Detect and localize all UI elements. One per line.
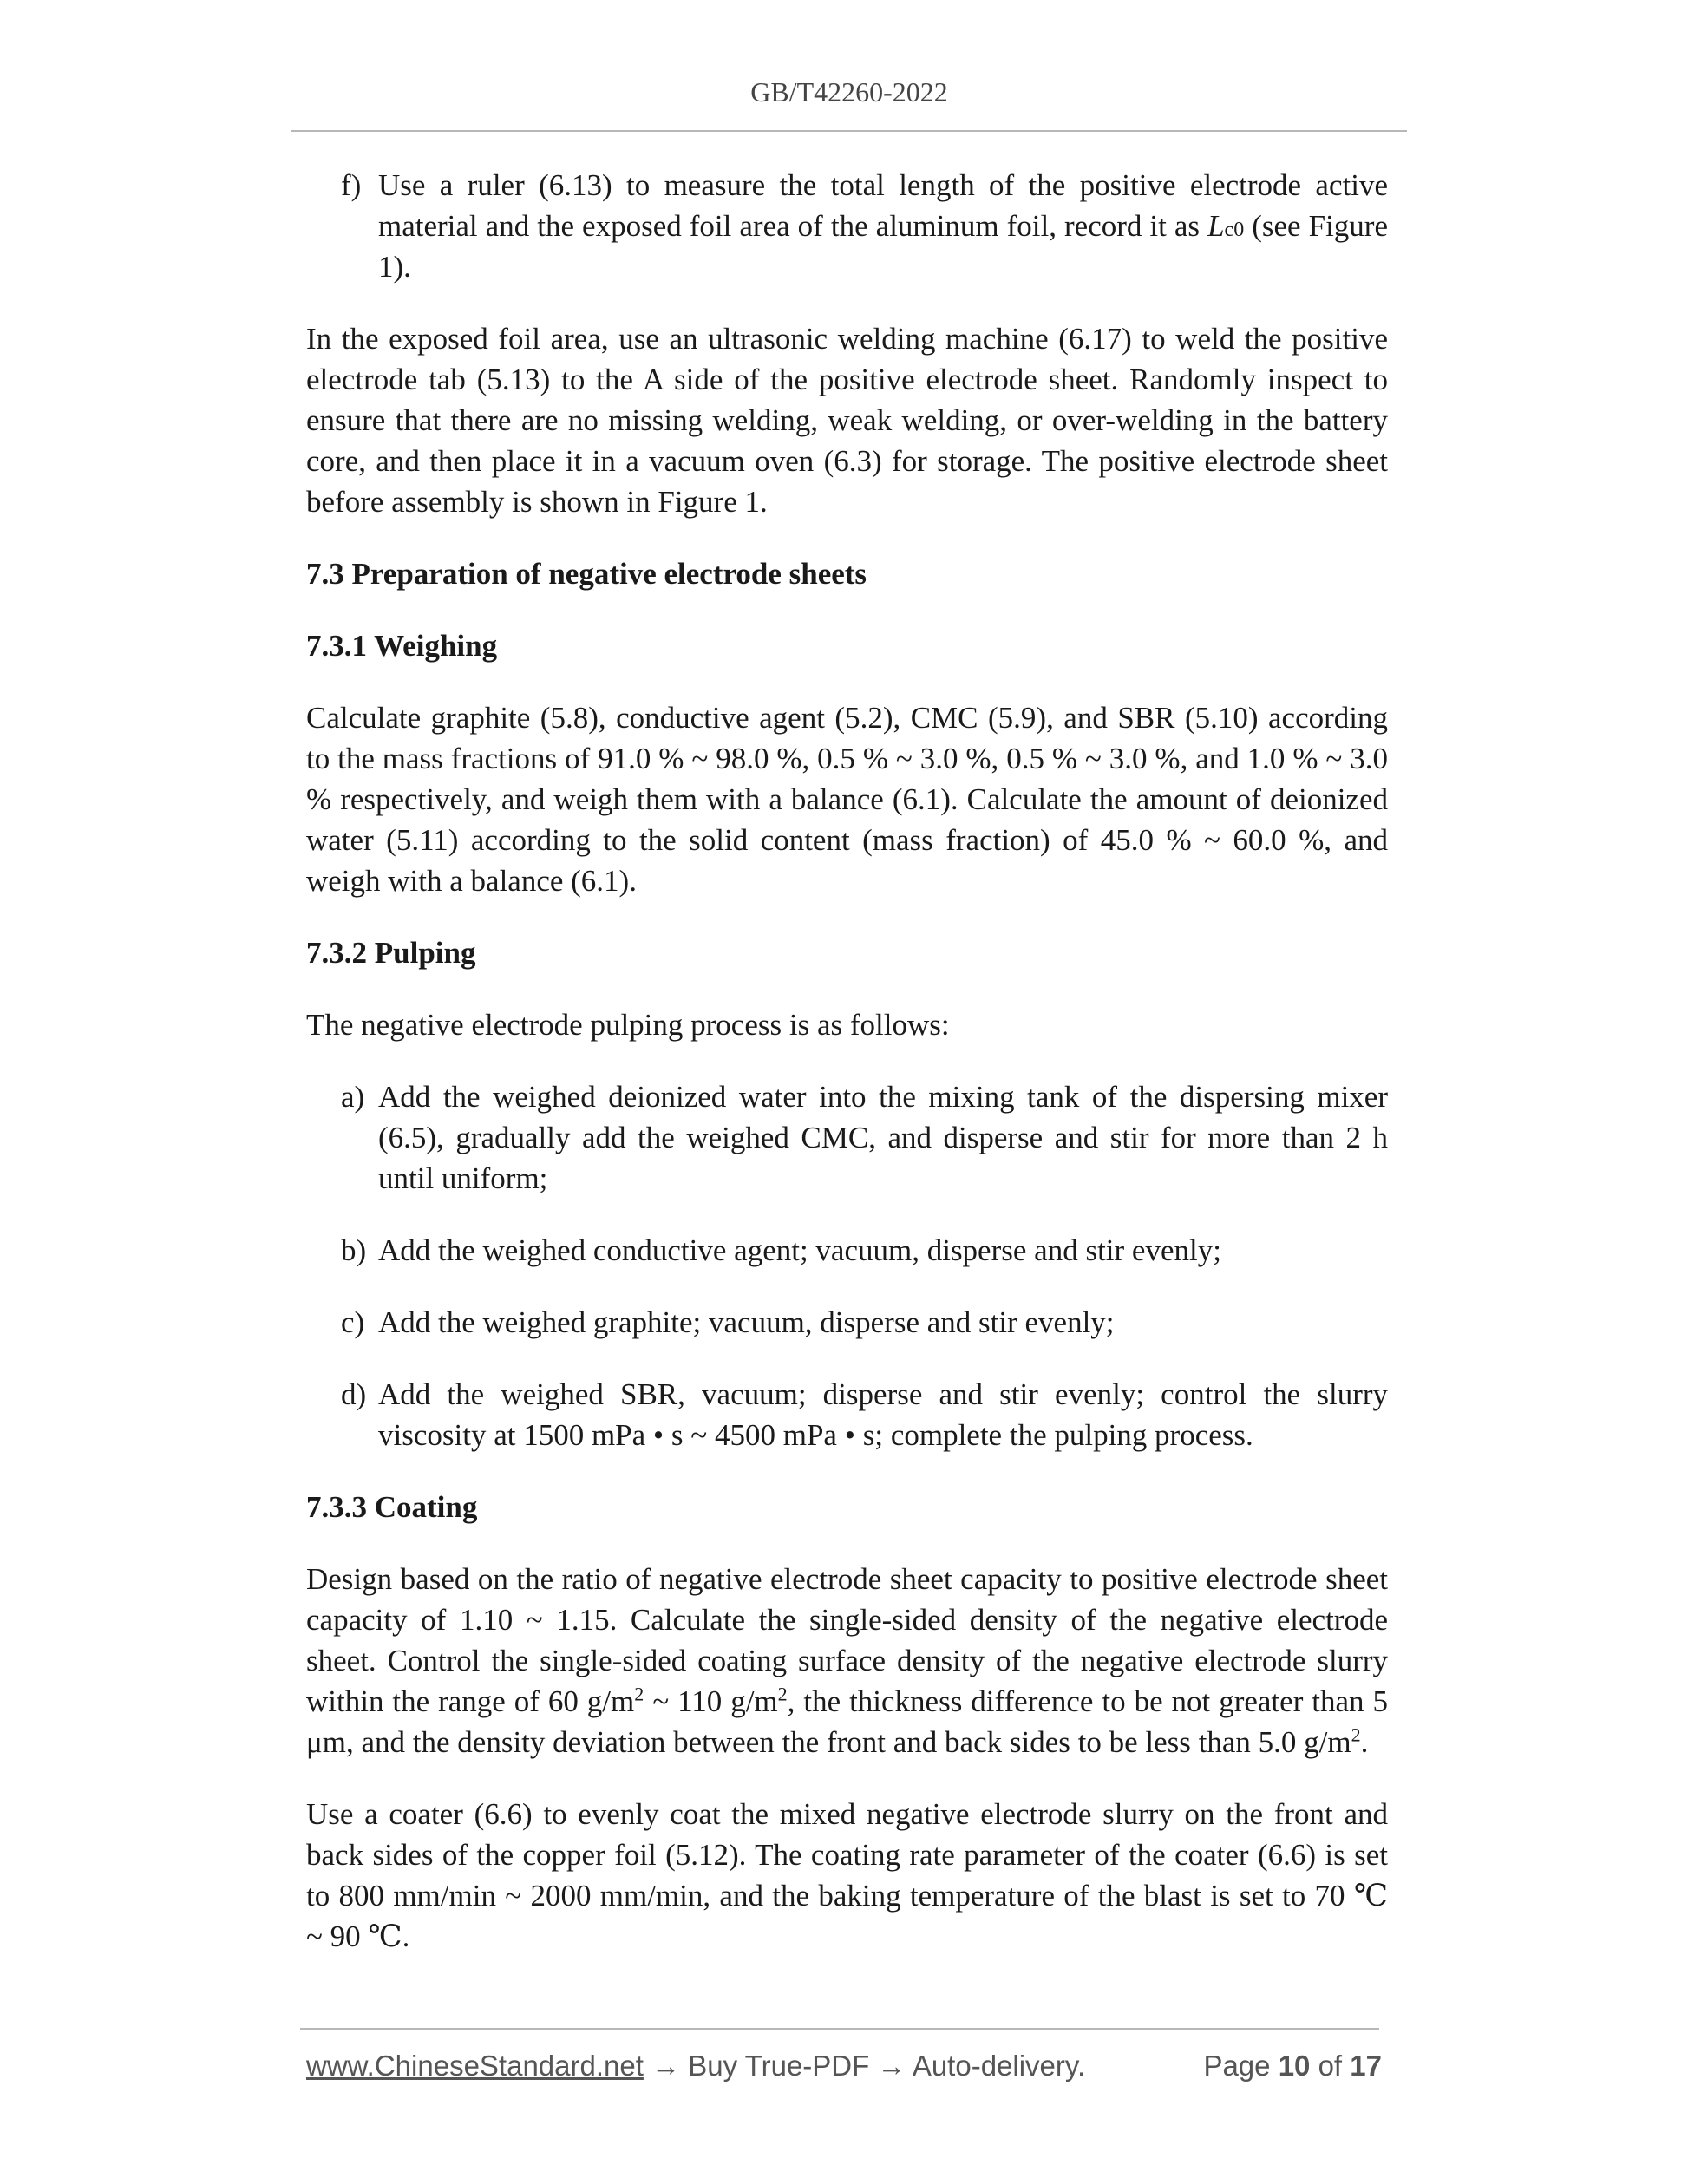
paragraph-pulping-intro: The negative electrode pulping process is as follows: [306,1008,950,1042]
list-text: Add the weighed graphite; vacuum, disperse and stir evenly; [378,1305,1115,1339]
of-word: of [1318,2050,1343,2082]
list-text [378,165,1388,287]
list-item-d [341,1374,1388,1455]
list-item-a [341,1076,1388,1199]
section-heading-7-3-3: 7.3.3 Coating [306,1490,478,1524]
list-item-b [341,1230,1388,1271]
list-label: d) [341,1377,367,1411]
list-label: a) [341,1080,365,1114]
section-heading-7-3-2: 7.3.2 Pulping [306,936,476,970]
list-text: Add the weighed deionized water into the mixing tank of the dispersing mixer (6.5), gradually add the weighed CMC, and disperse and stir for more than 2 h until uniform; [378,1080,1388,1195]
page-footer [306,2047,1382,2085]
section-heading-7-3-1: 7.3.1 Weighing [306,629,498,663]
superscript: 2 [1351,1723,1361,1746]
paragraph-welding: In the exposed foil area, use an ultrasonic welding machine (6.17) to weld the positive electrode tab (5.13) to the A side of the positive electrode sheet. Randomly inspect to ensure that there are no missing welding, weak welding, or over-welding in the battery core, and then place it in a vacuum oven (6.3) for storage. The positive electrode sheet before assembly is shown in Figure 1. [306,322,1388,519]
page-total: 17 [1350,2050,1382,2082]
list-text: Add the weighed SBR, vacuum; disperse and stir evenly; control the slurry viscosity at 1500 mPa • s ~ 4500 mPa • s; complete the pulping process. [378,1377,1388,1452]
page-word: Page [1203,2050,1271,2082]
site-link[interactable]: www.ChineseStandard.net [306,2050,644,2082]
text-run: (see Figure 1). [378,209,1388,284]
superscript: 2 [777,1683,788,1705]
list-label: c) [341,1305,365,1339]
variable-subscript: c0 [1224,219,1245,241]
list-label: f) [341,168,362,202]
list-label: b) [341,1233,367,1267]
text-run: Use a ruler (6.13) to measure the total length of the positive electrode active material and the exposed foil area of the aluminum foil, record it as [378,168,1388,243]
variable-symbol: L [1207,209,1225,243]
text-run: ~ 110 g/m [644,1684,778,1718]
promo-text: → Buy True-PDF → Auto-delivery. [643,2050,1086,2082]
superscript: 2 [634,1683,644,1705]
document-id: GB/T42260-2022 [750,76,948,108]
page-number: 10 [1278,2050,1311,2082]
text-run: , the thickness difference to be not greater than 5 μm, and the density deviation between the front and back sides to be less than 5.0 g/m [306,1684,1388,1759]
document-body [306,165,1388,1988]
paragraph-weighing: Calculate graphite (5.8), conductive agent (5.2), CMC (5.9), and SBR (5.10) according to the mass fractions of 91.0 % ~ 98.0 %, 0.5 % ~ 3.0 %, 0.5 % ~ 3.0 %, and 1.0 % ~ 3.0 % respectively, and weigh them with a balance (6.1). Calculate the amount of deionized water (5.11) according to the solid content (mass fraction) of 45.0 % ~ 60.0 %, and weigh with a balance (6.1). [306,701,1388,898]
paragraph-coater: Use a coater (6.6) to evenly coat the mixed negative electrode slurry on the front and back sides of the copper foil (5.12). The coating rate parameter of the coater (6.6) is set to 800 mm/min ~ 2000 mm/min, and the baking temperature of the blast is set to 70 ℃ ~ 90 ℃. [306,1797,1388,1953]
paragraph-coating-design [306,1559,1388,1762]
footer-divider [300,2028,1379,2030]
section-heading-7-3: 7.3 Preparation of negative electrode sheets [306,557,867,591]
text-run: . [1360,1725,1369,1759]
page-indicator [1203,2047,1382,2085]
list-text: Add the weighed conductive agent; vacuum, disperse and stir evenly; [378,1233,1221,1267]
list-item-f [341,165,1388,287]
page-header [291,75,1407,132]
text-run: Design based on the ratio of negative electrode sheet capacity to positive electrode sheet capacity of 1.10 ~ 1.15. Calculate the single-sided density of the negative electrode sheet. Control the single-sided coating surface density of the negative electrode slurry within the range of 60 g/m [306,1562,1388,1718]
list-item-c [341,1302,1388,1343]
